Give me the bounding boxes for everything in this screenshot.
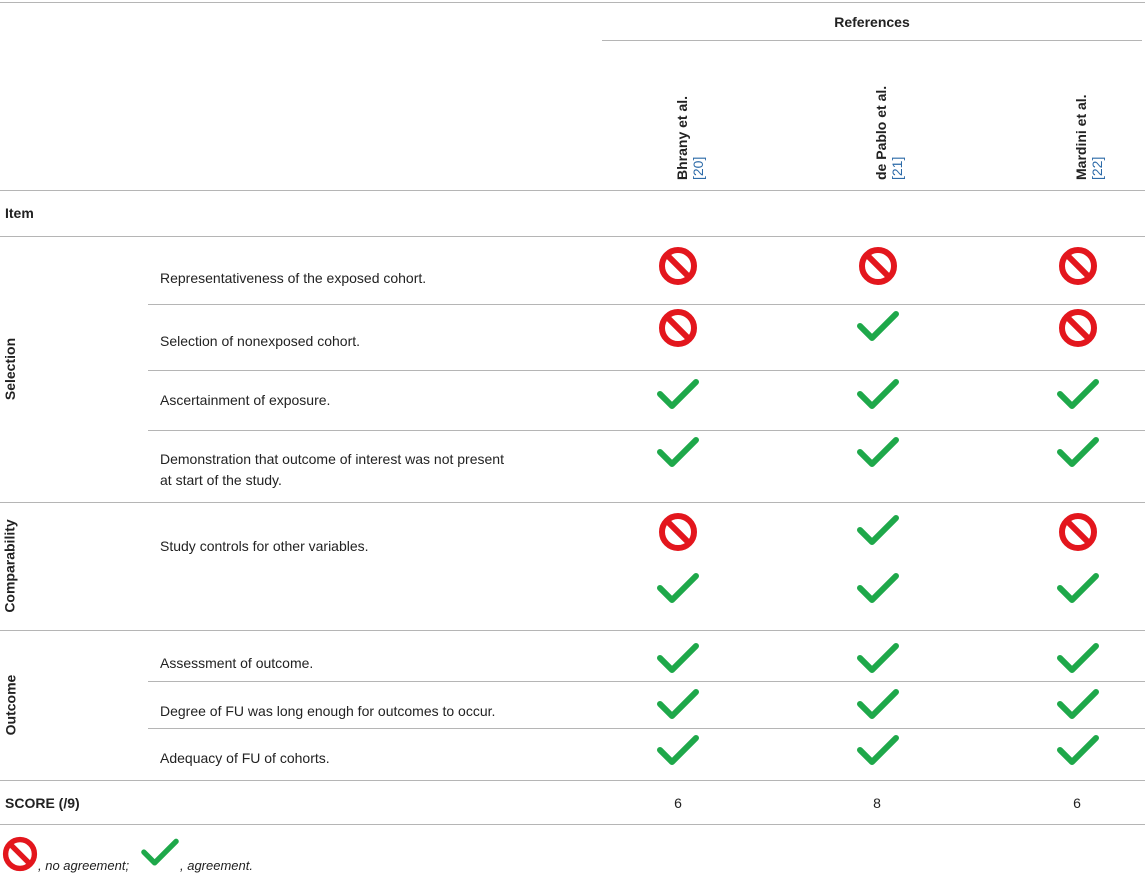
column-header-ref: [20]	[690, 156, 706, 180]
score-value: 6	[1073, 795, 1081, 811]
check-icon	[856, 732, 900, 770]
no-agreement-icon	[656, 246, 700, 284]
check-icon	[656, 434, 700, 472]
rule-row	[148, 681, 1145, 682]
rule-row	[148, 370, 1145, 371]
row-label: Ascertainment of exposure.	[160, 392, 331, 408]
column-header-name: Mardini et al.	[1073, 94, 1089, 180]
no-agreement-icon	[1056, 308, 1100, 346]
row-label: Degree of FU was long enough for outcomes to occur.	[160, 703, 496, 719]
rule-section	[0, 630, 1145, 631]
score-value: 8	[873, 795, 881, 811]
check-icon	[656, 686, 700, 724]
column-header-ref: [22]	[1089, 156, 1105, 180]
rule-section	[0, 502, 1145, 503]
row-label: Representativeness of the exposed cohort.	[160, 270, 427, 286]
references-heading: References	[834, 14, 910, 30]
no-agreement-icon	[656, 512, 700, 550]
check-icon	[656, 732, 700, 770]
check-icon	[856, 570, 900, 608]
row-label: Demonstration that outcome of interest was not present	[160, 451, 504, 467]
check-icon	[856, 434, 900, 472]
check-icon	[656, 376, 700, 414]
section-label-outcome: Outcome	[2, 674, 18, 736]
no-agreement-icon	[2, 836, 38, 872]
row-label: Study controls for other variables.	[160, 538, 369, 554]
legend-agreement: , agreement.	[180, 858, 253, 873]
score-label: SCORE (/9)	[5, 795, 80, 811]
rule-header-bottom	[0, 190, 1145, 191]
score-value: 6	[674, 795, 682, 811]
rule-row	[148, 430, 1145, 431]
check-icon	[856, 640, 900, 678]
row-label: Selection of nonexposed cohort.	[160, 333, 361, 349]
check-icon	[656, 640, 700, 678]
no-agreement-icon	[656, 308, 700, 346]
rule-score-bottom	[0, 824, 1145, 825]
check-icon	[1056, 434, 1100, 472]
check-icon	[656, 570, 700, 608]
check-icon	[1056, 732, 1100, 770]
column-header-bhrany	[674, 10, 706, 180]
check-icon	[1056, 640, 1100, 678]
check-icon	[856, 686, 900, 724]
check-icon	[856, 512, 900, 550]
check-icon	[1056, 686, 1100, 724]
rule-score-top	[0, 780, 1145, 781]
no-agreement-icon	[1056, 512, 1100, 550]
no-agreement-icon	[1056, 246, 1100, 284]
check-icon	[856, 308, 900, 346]
rule-item	[0, 236, 1145, 237]
check-icon	[140, 836, 180, 870]
rule-row	[148, 304, 1145, 305]
row-label: Adequacy of FU of cohorts.	[160, 750, 330, 766]
check-icon	[856, 376, 900, 414]
column-header-mardini	[1073, 10, 1105, 180]
no-agreement-icon	[856, 246, 900, 284]
column-header-de-pablo	[873, 10, 905, 180]
item-heading: Item	[5, 205, 34, 221]
column-header-name: Bhrany et al.	[674, 95, 690, 180]
section-label-comparability: Comparability	[2, 519, 19, 613]
check-icon	[1056, 570, 1100, 608]
column-header-name: de Pablo et al.	[873, 85, 889, 180]
legend-no-agreement: , no agreement;	[38, 858, 130, 873]
rule-row	[148, 728, 1145, 729]
rule-top	[0, 2, 1145, 3]
row-label: Assessment of outcome.	[160, 655, 314, 671]
section-label-selection: Selection	[2, 337, 18, 401]
column-header-ref: [21]	[889, 156, 905, 180]
check-icon	[1056, 376, 1100, 414]
row-label: at start of the study.	[160, 472, 282, 488]
